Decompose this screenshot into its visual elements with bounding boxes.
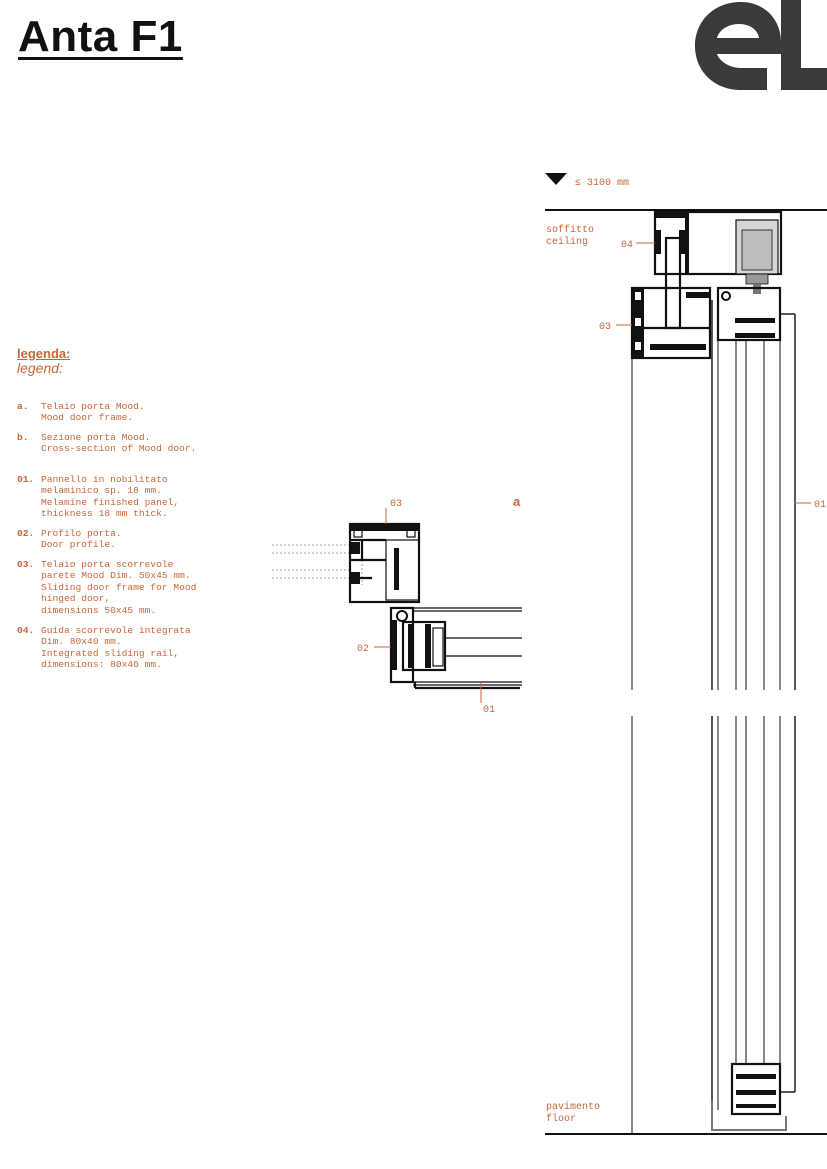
legend-title: legenda: — [17, 346, 71, 361]
door-profile-02 — [391, 608, 520, 688]
legend-key: 02. — [17, 528, 35, 539]
ceiling-label-it: soffitto — [546, 225, 595, 236]
callout-01: 01 — [483, 705, 496, 716]
height-note: ≤ 3100 mm — [575, 178, 630, 189]
frame-profile-03-section — [632, 288, 710, 358]
legend-key: 03. — [17, 559, 35, 570]
legend-text: Telaio porta scorrevole parete Mood Dim. 50x45 mm. Sliding door frame for Mood hinged door, dimensions 50x45 mm. — [41, 559, 197, 616]
callout-03: 03 — [390, 499, 403, 510]
vertical-section — [545, 173, 827, 1134]
wall-hidden-lines — [272, 540, 362, 585]
ceiling-label-en: ceiling — [546, 237, 589, 248]
callout-01-section: 01 — [814, 500, 827, 511]
level-marker-icon — [545, 173, 567, 185]
legend-key: 01. — [17, 474, 35, 485]
legend-text: Sezione porta Mood. Cross-section of Mood door. — [41, 432, 197, 455]
door-bottom-profile — [712, 1064, 786, 1130]
floor-label-it: pavimento — [546, 1102, 601, 1113]
frame-profile-03 — [350, 524, 419, 602]
page-title: Anta F1 — [18, 12, 183, 61]
legend-key: 04. — [17, 625, 35, 636]
legend-text: Guida scorrevole integrata Dim. 80x40 mm. Integrated sliding rail, dimensions: 80x40 mm. — [41, 625, 191, 671]
legend-subtitle: legend: — [17, 360, 63, 376]
detail-a-letter: a — [513, 494, 521, 509]
legend-text: Telaio porta Mood. Mood door frame. — [41, 401, 145, 424]
legend-key: b. — [17, 432, 29, 443]
legend-key: a. — [17, 401, 29, 412]
callout-02: 02 — [357, 644, 370, 655]
callout-04: 04 — [621, 240, 634, 251]
legend-text: Profilo porta. Door profile. — [41, 528, 122, 551]
section-verticals — [632, 300, 795, 1133]
legend-text: Pannello in nobilitato melaminico sp. 18 mm. Melamine finished panel, thickness 18 mm thick. — [41, 474, 180, 520]
detail-a — [272, 494, 522, 716]
door-top-profile — [718, 288, 780, 340]
callout-03-section: 03 — [599, 322, 612, 333]
floor-label-en: floor — [546, 1114, 577, 1125]
